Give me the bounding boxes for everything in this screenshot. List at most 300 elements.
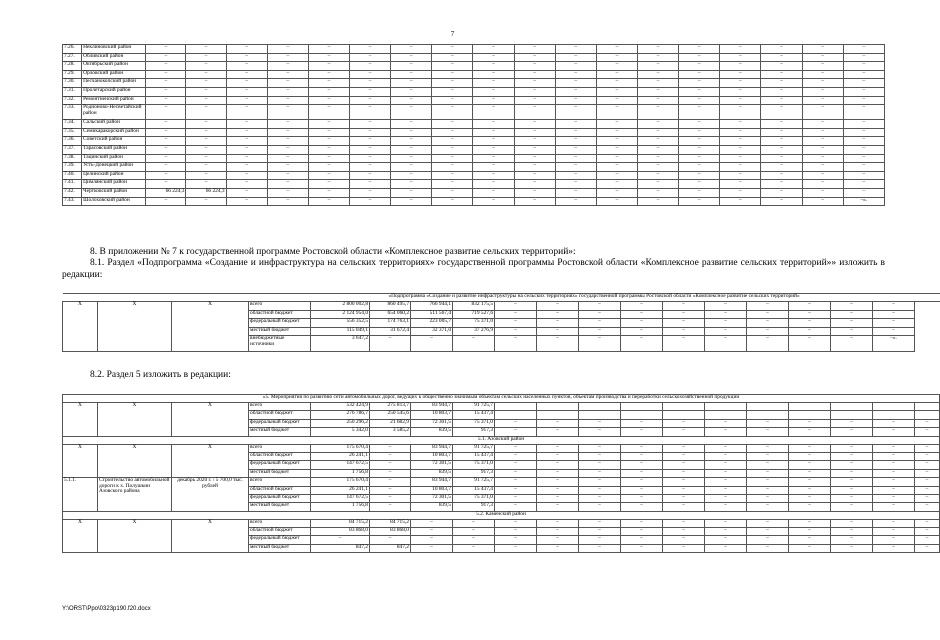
table-cell: –: [370, 336, 411, 352]
table-cell: –: [747, 519, 789, 527]
table-cell: –: [873, 494, 915, 502]
table-cell: –: [843, 87, 884, 96]
table-cell: –: [432, 180, 473, 189]
table-cell: –: [579, 302, 621, 311]
x-mark: Х: [98, 444, 172, 478]
table-cell: –: [308, 154, 349, 163]
row-number: 7.41.: [63, 180, 82, 189]
table-cell: –: [843, 45, 884, 54]
table-cell: 2 800 002,8: [311, 302, 370, 311]
table-cell: 26 241,1: [311, 486, 370, 494]
table-cell: –: [473, 62, 514, 71]
table-cell: –: [720, 120, 761, 129]
district-name: Тацинский район: [82, 154, 146, 163]
table-cell: –: [537, 302, 579, 311]
table-cell: –: [267, 79, 308, 88]
table-cell: –: [831, 419, 873, 427]
table-cell: –: [495, 302, 537, 311]
table-cell: –: [802, 62, 843, 71]
table-cell: 3 647,2: [311, 336, 370, 352]
table-row: [63, 137, 885, 146]
table-cell: –: [579, 494, 621, 502]
table-cell: –: [391, 105, 432, 120]
table-cell: –: [432, 163, 473, 172]
row-number: 7.39.: [63, 163, 82, 172]
table-cell: –: [473, 120, 514, 129]
table-cell: –: [146, 62, 186, 71]
table-cell: –: [720, 96, 761, 105]
row-number: 7.30.: [63, 79, 82, 88]
table-cell: –: [555, 128, 596, 137]
table-cell: –: [802, 70, 843, 79]
budget-label: местный бюджет: [249, 469, 311, 477]
table-cell: 31 672,4: [370, 327, 411, 336]
table-cell: –: [802, 128, 843, 137]
table-cell: –: [555, 70, 596, 79]
table-cell: –: [747, 452, 789, 460]
row-number: 7.34.: [63, 120, 82, 129]
table-cell: –: [186, 96, 226, 105]
budget-label: областной бюджет: [249, 411, 311, 419]
table-cell: –: [267, 171, 308, 180]
row-number: 5.1.1.: [63, 478, 98, 512]
table-cell: –: [621, 494, 663, 502]
table-cell: –: [720, 163, 761, 172]
table-row: [63, 197, 885, 206]
district-name: Чертковский район: [82, 188, 146, 197]
table-cell: –: [831, 519, 873, 527]
table-cell: –: [432, 120, 473, 129]
table-cell: –: [370, 452, 411, 460]
table-cell: –: [831, 461, 873, 469]
table-cell: –: [596, 105, 637, 120]
table-cell: –: [789, 461, 831, 469]
table-cell: –: [514, 180, 555, 189]
paragraph-8-2: 8.2. Раздел 5 изложить в редакции:: [90, 370, 231, 380]
table-cell: 839,5: [411, 469, 453, 477]
table-cell: –: [915, 478, 940, 486]
table-cell: –: [495, 494, 537, 502]
table-cell: [831, 403, 873, 411]
table-cell: –: [831, 494, 873, 502]
budget-label: всего: [249, 444, 311, 452]
table-cell: –: [146, 79, 186, 88]
table-cell: –: [453, 519, 495, 527]
table-cell: –: [789, 302, 831, 311]
table-cell: [63, 294, 249, 302]
table-row: [63, 163, 885, 172]
table-cell: –: [226, 163, 267, 172]
row-number: 7.26.: [63, 45, 82, 54]
table-cell: –: [802, 137, 843, 146]
table-cell: –: [226, 180, 267, 189]
table-cell: –: [146, 163, 186, 172]
table-cell: –: [555, 120, 596, 129]
table-cell: –: [679, 154, 720, 163]
table-cell: –: [267, 180, 308, 189]
table-cell: –: [186, 128, 226, 137]
table-cell: –: [621, 478, 663, 486]
table-cell: –: [621, 452, 663, 460]
table-cell: –: [705, 503, 747, 511]
table-cell: –: [789, 519, 831, 527]
table-cell: 83 944,7: [411, 403, 453, 411]
table-cell: –: [308, 79, 349, 88]
table-cell: –: [789, 336, 831, 352]
table-cell: –: [267, 53, 308, 62]
table-cell: –: [705, 494, 747, 502]
budget-label: федеральный бюджет: [249, 536, 311, 544]
table-cell: –: [802, 79, 843, 88]
table-cell: –: [473, 128, 514, 137]
table-cell: –: [555, 188, 596, 197]
table-cell: –: [432, 87, 473, 96]
deadline-cost: декабрь 2020 г. / 5 700,0 тыс. рублей: [172, 478, 249, 512]
table-row: [63, 145, 885, 154]
table-cell: –: [146, 45, 186, 54]
table-cell: –: [789, 444, 831, 452]
table-cell: –: [350, 145, 391, 154]
table-cell: –: [226, 105, 267, 120]
table-cell: –: [705, 336, 747, 352]
table-cell: [873, 403, 915, 411]
table-cell: –: [308, 105, 349, 120]
table-cell: –: [705, 486, 747, 494]
row-number: 7.35.: [63, 128, 82, 137]
table-cell: –: [596, 188, 637, 197]
district-name: Песчанокопский район: [82, 79, 146, 88]
table-cell: –: [637, 154, 678, 163]
table-cell: 75 371,0: [453, 419, 495, 427]
row-number: 7.37.: [63, 145, 82, 154]
table-cell: –: [146, 128, 186, 137]
district-name: Целинский район: [82, 171, 146, 180]
x-mark: Х: [172, 302, 249, 352]
table-cell: –: [802, 180, 843, 189]
table-cell: –: [679, 70, 720, 79]
budget-label: всего: [249, 519, 311, 527]
table-cell: –: [579, 478, 621, 486]
table-cell: –: [411, 528, 453, 536]
table-cell: –: [350, 87, 391, 96]
table-cell: –: [802, 105, 843, 120]
table-cell: –: [308, 180, 349, 189]
district-name: Орловский район: [82, 70, 146, 79]
table-cell: –: [370, 486, 411, 494]
table-cell: 556 352,5: [311, 319, 370, 328]
table-cell: –: [915, 428, 940, 436]
table-cell: –: [637, 137, 678, 146]
table-cell: –: [370, 536, 411, 544]
table-cell: –: [146, 171, 186, 180]
table-cell: –: [663, 428, 705, 436]
table-cell: –: [537, 444, 579, 452]
table-cell: –: [747, 528, 789, 536]
district-subheader: 5.2. Каменский район: [63, 511, 940, 519]
table-cell: –: [555, 45, 596, 54]
table-cell: –: [267, 96, 308, 105]
table-cell: –: [495, 486, 537, 494]
table-cell: –: [720, 53, 761, 62]
table-cell: –: [831, 319, 873, 328]
table-cell: 847,2: [370, 544, 411, 552]
table-cell: [747, 403, 789, 411]
table-cell: –: [308, 62, 349, 71]
table-cell: –: [146, 105, 186, 120]
table-row: [63, 171, 885, 180]
table-cell: –: [747, 544, 789, 552]
district-name: Усть-Донецкий район: [82, 163, 146, 172]
row-number: 7.28.: [63, 62, 82, 71]
table-cell: –: [747, 486, 789, 494]
budget-label: областной бюджет: [249, 452, 311, 460]
table-cell: 21 682,9: [370, 419, 411, 427]
table-cell: –: [621, 503, 663, 511]
table-cell: –: [579, 336, 621, 352]
table-cell: –: [705, 452, 747, 460]
table-cell: –: [663, 310, 705, 319]
table-cell: –: [350, 79, 391, 88]
table-cell: –: [473, 188, 514, 197]
table-cell: 511 567,4: [411, 310, 453, 319]
table-cell: –: [747, 469, 789, 477]
table-cell: 223 005,7: [411, 319, 453, 328]
budget-label: федеральный бюджет: [249, 494, 311, 502]
table-cell: 75 371,0: [453, 461, 495, 469]
table-cell: –: [621, 528, 663, 536]
table-cell: –: [186, 53, 226, 62]
table-cell: –: [350, 70, 391, 79]
table-cell: –: [843, 180, 884, 189]
table-cell: –: [495, 536, 537, 544]
table-cell: –: [226, 87, 267, 96]
table-cell: –: [789, 469, 831, 477]
table-cell: –: [831, 503, 873, 511]
table-cell: –: [720, 154, 761, 163]
table-cell: –: [432, 171, 473, 180]
table-cell: [705, 403, 747, 411]
table-cell: –: [146, 137, 186, 146]
table-cell: –: [495, 319, 537, 328]
table-cell: –: [663, 478, 705, 486]
table-cell: –: [802, 154, 843, 163]
table-cell: –: [226, 171, 267, 180]
table-cell: –: [514, 188, 555, 197]
table-cell: 15 437,4: [453, 486, 495, 494]
district-name: Обливский район: [82, 53, 146, 62]
table-cell: –: [146, 120, 186, 129]
table-cell: –: [432, 145, 473, 154]
table-cell: –: [226, 128, 267, 137]
table-cell: –: [473, 87, 514, 96]
table-cell: –: [146, 145, 186, 154]
row-number: 7.42.: [63, 188, 82, 197]
table-row: [63, 478, 940, 486]
paragraph-8: 8. В приложении № 7 к государственной программе Ростовской области «Комплексное развитие сельских территорий»:: [90, 247, 576, 257]
table-cell: –: [761, 87, 802, 96]
table-cell: –: [761, 62, 802, 71]
table-cell: –: [495, 519, 537, 527]
table-cell: –: [789, 478, 831, 486]
table-cell: –: [370, 444, 411, 452]
table-cell: –: [679, 180, 720, 189]
table-row: [63, 105, 885, 120]
x-mark: Х: [63, 519, 98, 553]
table-cell: 276 786,7: [311, 411, 370, 419]
table-cell: 5 342,0: [311, 428, 370, 436]
table-cell: 66 224,3: [146, 188, 186, 197]
table-cell: –: [308, 45, 349, 54]
table-cell: –: [843, 163, 884, 172]
table-cell: –: [761, 128, 802, 137]
table-row: [63, 87, 885, 96]
row-number: 7.31.: [63, 87, 82, 96]
table-cell: –: [537, 336, 579, 352]
table-cell: –: [789, 452, 831, 460]
table-cell: –: [555, 105, 596, 120]
table-cell: –: [537, 469, 579, 477]
table-cell: –: [514, 62, 555, 71]
table-cell: –: [915, 419, 940, 427]
table-cell: –: [761, 154, 802, 163]
table-cell: –: [621, 544, 663, 552]
table-cell: –: [873, 528, 915, 536]
table-cell: –: [555, 154, 596, 163]
table-cell: –: [473, 154, 514, 163]
table-cell: 83 868,0: [370, 528, 411, 536]
table-cell: –: [537, 494, 579, 502]
table-cell: –: [514, 79, 555, 88]
table-cell: 147 672,5: [311, 494, 370, 502]
table-cell: –: [308, 128, 349, 137]
table-cell: –: [843, 79, 884, 88]
table-cell: –: [267, 188, 308, 197]
table-cell: –: [747, 336, 789, 352]
table-cell: –: [391, 163, 432, 172]
table-cell: –: [186, 87, 226, 96]
table-cell: –: [621, 327, 663, 336]
table-cell: –: [679, 53, 720, 62]
table-cell: –: [637, 45, 678, 54]
table-cell: –: [391, 154, 432, 163]
table-cell: 1 756,8: [311, 469, 370, 477]
table-cell: –: [761, 96, 802, 105]
table-cell: –: [350, 62, 391, 71]
table-row: [63, 180, 885, 189]
budget-label: областной бюджет: [249, 486, 311, 494]
table-cell: –: [596, 45, 637, 54]
table-cell: –: [720, 105, 761, 120]
table-cell: –: [761, 105, 802, 120]
table-cell: [789, 403, 831, 411]
table-cell: –: [495, 336, 537, 352]
table-cell: –: [747, 327, 789, 336]
table-cell: –: [843, 128, 884, 137]
page-number: 7: [450, 30, 455, 38]
table-cell: 10 803,7: [411, 486, 453, 494]
table-cell: –: [915, 452, 940, 460]
table-cell: –: [596, 53, 637, 62]
table-cell: –: [495, 544, 537, 552]
table-cell: –: [761, 137, 802, 146]
table-cell: –: [267, 145, 308, 154]
table-row: [63, 53, 885, 62]
table-cell: –: [146, 70, 186, 79]
table-cell: 91 725,7: [453, 444, 495, 452]
table-cell: 832 175,5: [453, 302, 495, 311]
table-cell: –: [747, 302, 789, 311]
table-cell: –: [186, 62, 226, 71]
subprogram-table: [62, 293, 940, 352]
table-cell: –: [831, 428, 873, 436]
table-cell: –: [350, 96, 391, 105]
row-number: 7.38.: [63, 154, 82, 163]
x-mark: Х: [63, 403, 98, 437]
table-cell: 84 715,2: [370, 519, 411, 527]
table-cell: –: [391, 180, 432, 189]
table-cell: –: [267, 197, 308, 206]
table-cell: –: [579, 310, 621, 319]
budget-label: местный бюджет: [249, 544, 311, 552]
table-cell: –: [473, 70, 514, 79]
table-cell: –: [350, 45, 391, 54]
roads-table: [62, 394, 940, 553]
table-cell: –: [873, 428, 915, 436]
table-cell: –: [802, 120, 843, 129]
table-cell: –: [391, 197, 432, 206]
table-cell: –: [537, 461, 579, 469]
table-cell: –: [843, 62, 884, 71]
table-cell: –: [391, 171, 432, 180]
table-cell: –: [637, 128, 678, 137]
table-cell: –: [579, 528, 621, 536]
table-cell: 83 944,7: [411, 444, 453, 452]
table-cell: –: [579, 319, 621, 328]
table-cell: –: [514, 96, 555, 105]
table-row: [63, 120, 885, 129]
table-cell: –: [802, 96, 843, 105]
table-cell: –: [761, 188, 802, 197]
budget-label: федеральный бюджет: [249, 319, 311, 328]
table-cell: 2 124 954,0: [311, 310, 370, 319]
table-cell: –: [679, 120, 720, 129]
table-cell: –: [637, 145, 678, 154]
table-cell: –: [432, 188, 473, 197]
table-cell: –: [761, 171, 802, 180]
district-name: Шолоховский район: [82, 197, 146, 206]
table-cell: –: [789, 536, 831, 544]
table-cell: –: [350, 171, 391, 180]
table-cell: –: [596, 163, 637, 172]
table-cell: 917,3: [453, 428, 495, 436]
table-cell: –: [267, 62, 308, 71]
table-cell: –: [186, 145, 226, 154]
table-cell: –: [789, 528, 831, 536]
table-cell: –: [495, 452, 537, 460]
table-cell: –: [663, 544, 705, 552]
table-cell: –: [802, 45, 843, 54]
table-cell: –: [267, 120, 308, 129]
table-cell: –: [915, 503, 940, 511]
table-cell: –: [747, 494, 789, 502]
budget-label: всего: [249, 403, 311, 411]
district-name: Ремонтненский район: [82, 96, 146, 105]
table-cell: –: [873, 536, 915, 544]
table-cell: –: [473, 45, 514, 54]
table-cell: –: [621, 336, 663, 352]
table-cell: –: [495, 310, 537, 319]
table-cell: –: [720, 45, 761, 54]
